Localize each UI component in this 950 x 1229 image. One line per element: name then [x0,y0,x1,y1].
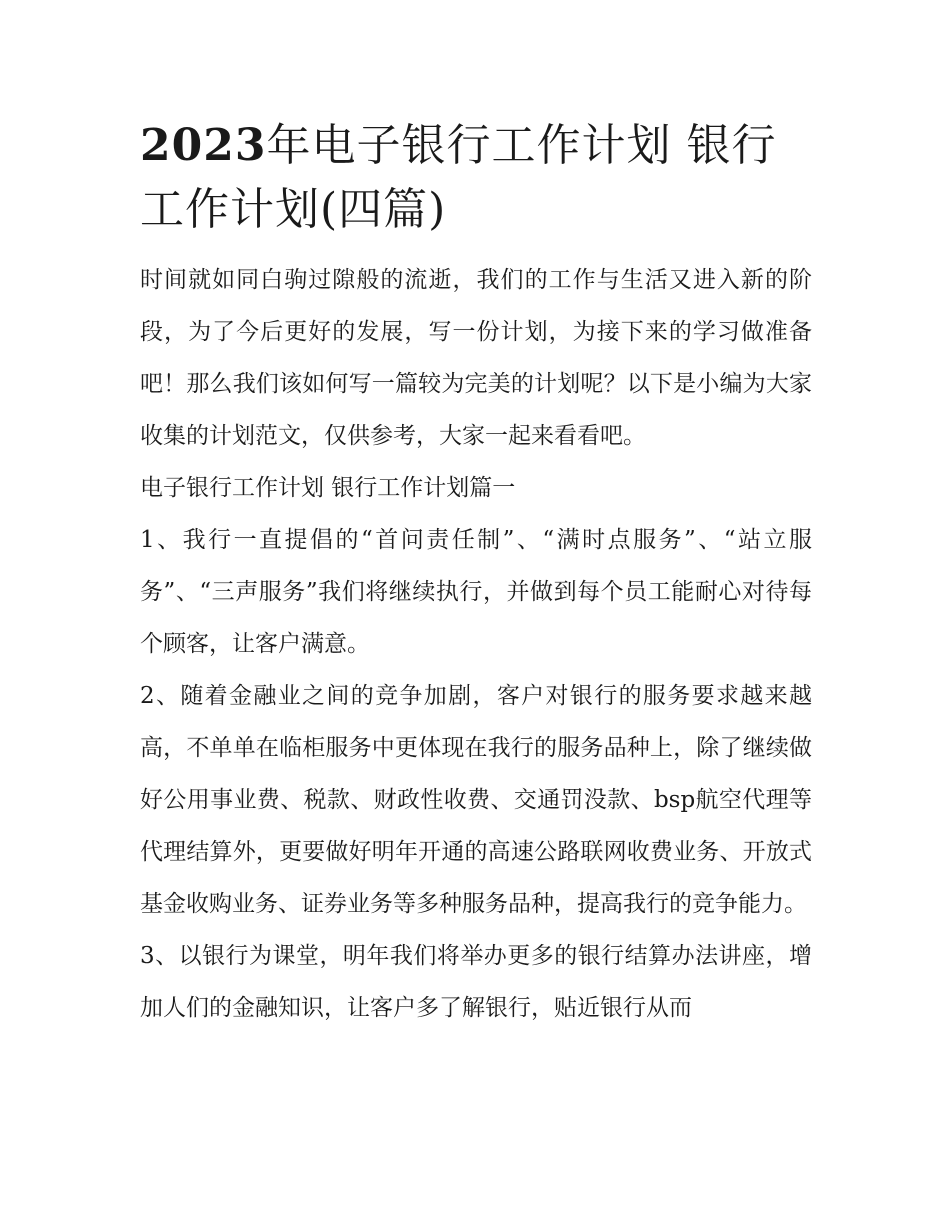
document-content [140,114,812,1034]
list-item: 3、以银行为课堂，明年我们将举办更多的银行结算办法讲座，增加人们的金融知识，让客户多了解银行，贴近银行从而 [140,943,812,1021]
section-heading: 电子银行工作计划 银行工作计划篇一 [140,475,516,501]
title-text: 年电子银行工作计划 银行工作计划(四篇) [140,120,777,235]
intro-paragraph: 时间就如同白驹过隙般的流逝，我们的工作与生活又进入新的阶段，为了今后更好的发展，写一份计划，为接下来的学习做准备吧！那么我们该如何写一篇较为完美的计划呢？以下是小编为大家收集的计划范文，仅供参考，大家一起来看看吧。 [140,267,812,449]
list-item: 2、随着金融业之间的竞争加剧，客户对银行的服务要求越来越高，不单单在临柜服务中更体现在我行的服务品种上，除了继续做好公用事业费、税款、财政性收费、交通罚没款、bsp航空代理等代理结算外，更要做好明年开通的高速公路联网收费业务、开放式基金收购业务、证券业务等多种服务品种，提高我行的竞争能力。 [140,683,812,917]
title-year: 2023 [140,120,267,171]
list-item: 1、我行一直提倡的“首问责任制”、“满时点服务”、“站立服务”、“三声服务”我们将继续执行，并做到每个员工能耐心对待每个顾客，让客户满意。 [140,527,812,657]
document-title [140,114,812,242]
